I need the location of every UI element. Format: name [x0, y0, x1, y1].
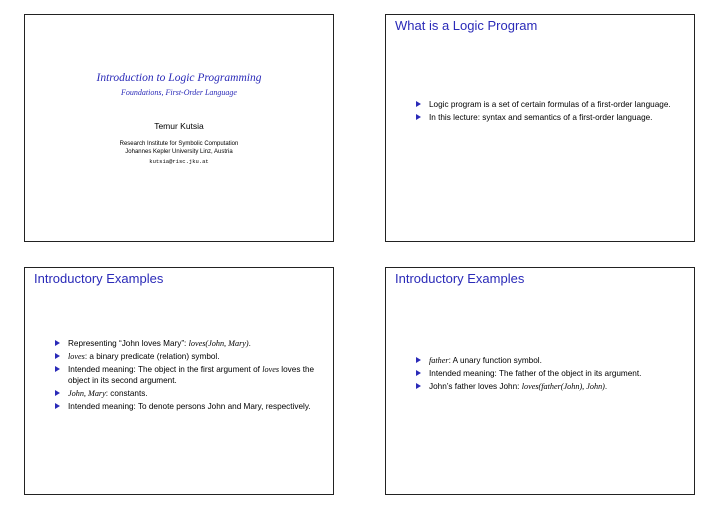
triangle-bullet-icon [416, 370, 421, 376]
bullet-text-end: . [248, 339, 251, 348]
math-expression: loves(father(John), John) [521, 382, 605, 391]
list-item [416, 368, 680, 379]
bullet-text: : a binary predicate (relation) symbol. [84, 352, 220, 361]
triangle-bullet-icon [416, 383, 421, 389]
bullet-list [55, 338, 319, 414]
presentation-title: Introduction to Logic Programming [96, 72, 262, 84]
bullet-text-end: loves the object in its second argument. [68, 365, 315, 385]
triangle-bullet-icon [55, 353, 60, 359]
bullet-text: In this lecture: syntax and semantics of a first-order language. [429, 113, 653, 122]
bullet-text: Intended meaning: The father of the object in its argument. [429, 369, 642, 378]
math-expression: John, Mary [68, 389, 106, 398]
list-item [416, 381, 680, 392]
author-name: Temur Kutsia [154, 121, 204, 131]
slide-what-is-logic-program [385, 14, 695, 242]
slide-introductory-examples-1 [24, 267, 334, 495]
bullet-text: : constants. [105, 389, 148, 398]
bullet-text: : A unary function symbol. [448, 356, 542, 365]
slide-title: Introductory Examples [395, 271, 525, 286]
institute-line-1: Research Institute for Symbolic Computation [119, 141, 239, 147]
triangle-bullet-icon [416, 114, 421, 120]
list-item [55, 338, 319, 349]
math-expression: loves(John, Mary) [188, 339, 249, 348]
bullet-text: Intended meaning: To denote persons John and Mary, respectively. [68, 402, 311, 411]
author-email: kutsia@risc.jku.at [149, 158, 209, 165]
list-item [416, 99, 680, 110]
triangle-bullet-icon [55, 390, 60, 396]
presentation-subtitle: Foundations, First-Order Language [121, 88, 237, 97]
slide-title: Introductory Examples [34, 271, 164, 286]
slide-title: What is a Logic Program [395, 18, 538, 33]
bullet-text: Intended meaning: The object in the first argument of [68, 365, 263, 374]
math-expression: loves [68, 352, 85, 361]
institute-line-2: Johannes Kepler University Linz, Austria [125, 149, 233, 155]
list-item [55, 351, 319, 362]
list-item [416, 112, 680, 123]
triangle-bullet-icon [416, 101, 421, 107]
triangle-bullet-icon [416, 357, 421, 363]
bullet-list [416, 355, 680, 394]
list-item [55, 388, 319, 399]
math-expression: father [429, 356, 449, 365]
bullet-list [416, 99, 680, 125]
bullet-text-end: . [604, 382, 608, 391]
triangle-bullet-icon [55, 366, 60, 372]
bullet-text: Logic program is a set of certain formulas of a first-order language. [429, 100, 671, 109]
list-item [416, 355, 680, 366]
list-item [55, 364, 319, 386]
triangle-bullet-icon [55, 340, 60, 346]
triangle-bullet-icon [55, 403, 60, 409]
bullet-text: John’s father loves John: [429, 382, 522, 391]
title-slide [24, 14, 334, 242]
math-expression: loves [262, 365, 280, 374]
slide-introductory-examples-2 [385, 267, 695, 495]
list-item [55, 401, 319, 412]
bullet-text: Representing “John loves Mary”: [68, 339, 189, 348]
